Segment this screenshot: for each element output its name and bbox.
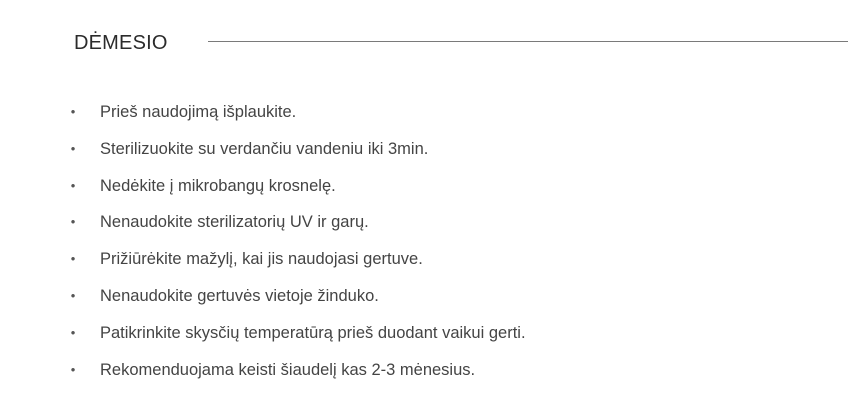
- list-item-text: Rekomenduojama keisti šiaudelį kas 2-3 mėnesius.: [100, 360, 476, 379]
- section-title: DĖMESIO: [74, 32, 168, 54]
- list-item-text: Prieš naudojimą išplaukite.: [100, 103, 297, 121]
- list-item: [0, 318, 848, 355]
- list-item-text: Nedėkite į mikrobangų krosnelę.: [100, 176, 336, 195]
- bullet-icon: •: [70, 214, 76, 230]
- list-item: [0, 134, 848, 171]
- list-item-text: Nenaudokite sterilizatorių UV ir garų.: [100, 213, 369, 232]
- list-item: [0, 281, 848, 318]
- bullet-icon: •: [70, 140, 76, 156]
- list-item: [0, 355, 848, 392]
- bullet-icon: •: [70, 324, 76, 340]
- list-item: [0, 244, 848, 281]
- list-item: [0, 97, 848, 134]
- bullet-icon: •: [70, 361, 76, 377]
- list-item-text: Nenaudokite gertuvės vietoje žinduko.: [100, 286, 379, 305]
- list-item-text: Sterilizuokite su verdančiu vandeniu iki 3min.: [100, 139, 429, 158]
- bullet-icon: •: [70, 104, 76, 119]
- list-item-text: Prižiūrėkite mažylį, kai jis naudojasi gertuve.: [100, 250, 423, 269]
- list-item: [0, 171, 848, 208]
- list-item: [0, 207, 848, 244]
- header-divider: [208, 41, 848, 42]
- bullet-icon: •: [70, 177, 76, 193]
- warning-list: [0, 97, 848, 391]
- section-header: [0, 28, 848, 58]
- bullet-icon: •: [70, 251, 76, 267]
- bullet-icon: •: [70, 287, 76, 303]
- list-item-text: Patikrinkite skysčių temperatūrą prieš duodant vaikui gerti.: [100, 323, 526, 342]
